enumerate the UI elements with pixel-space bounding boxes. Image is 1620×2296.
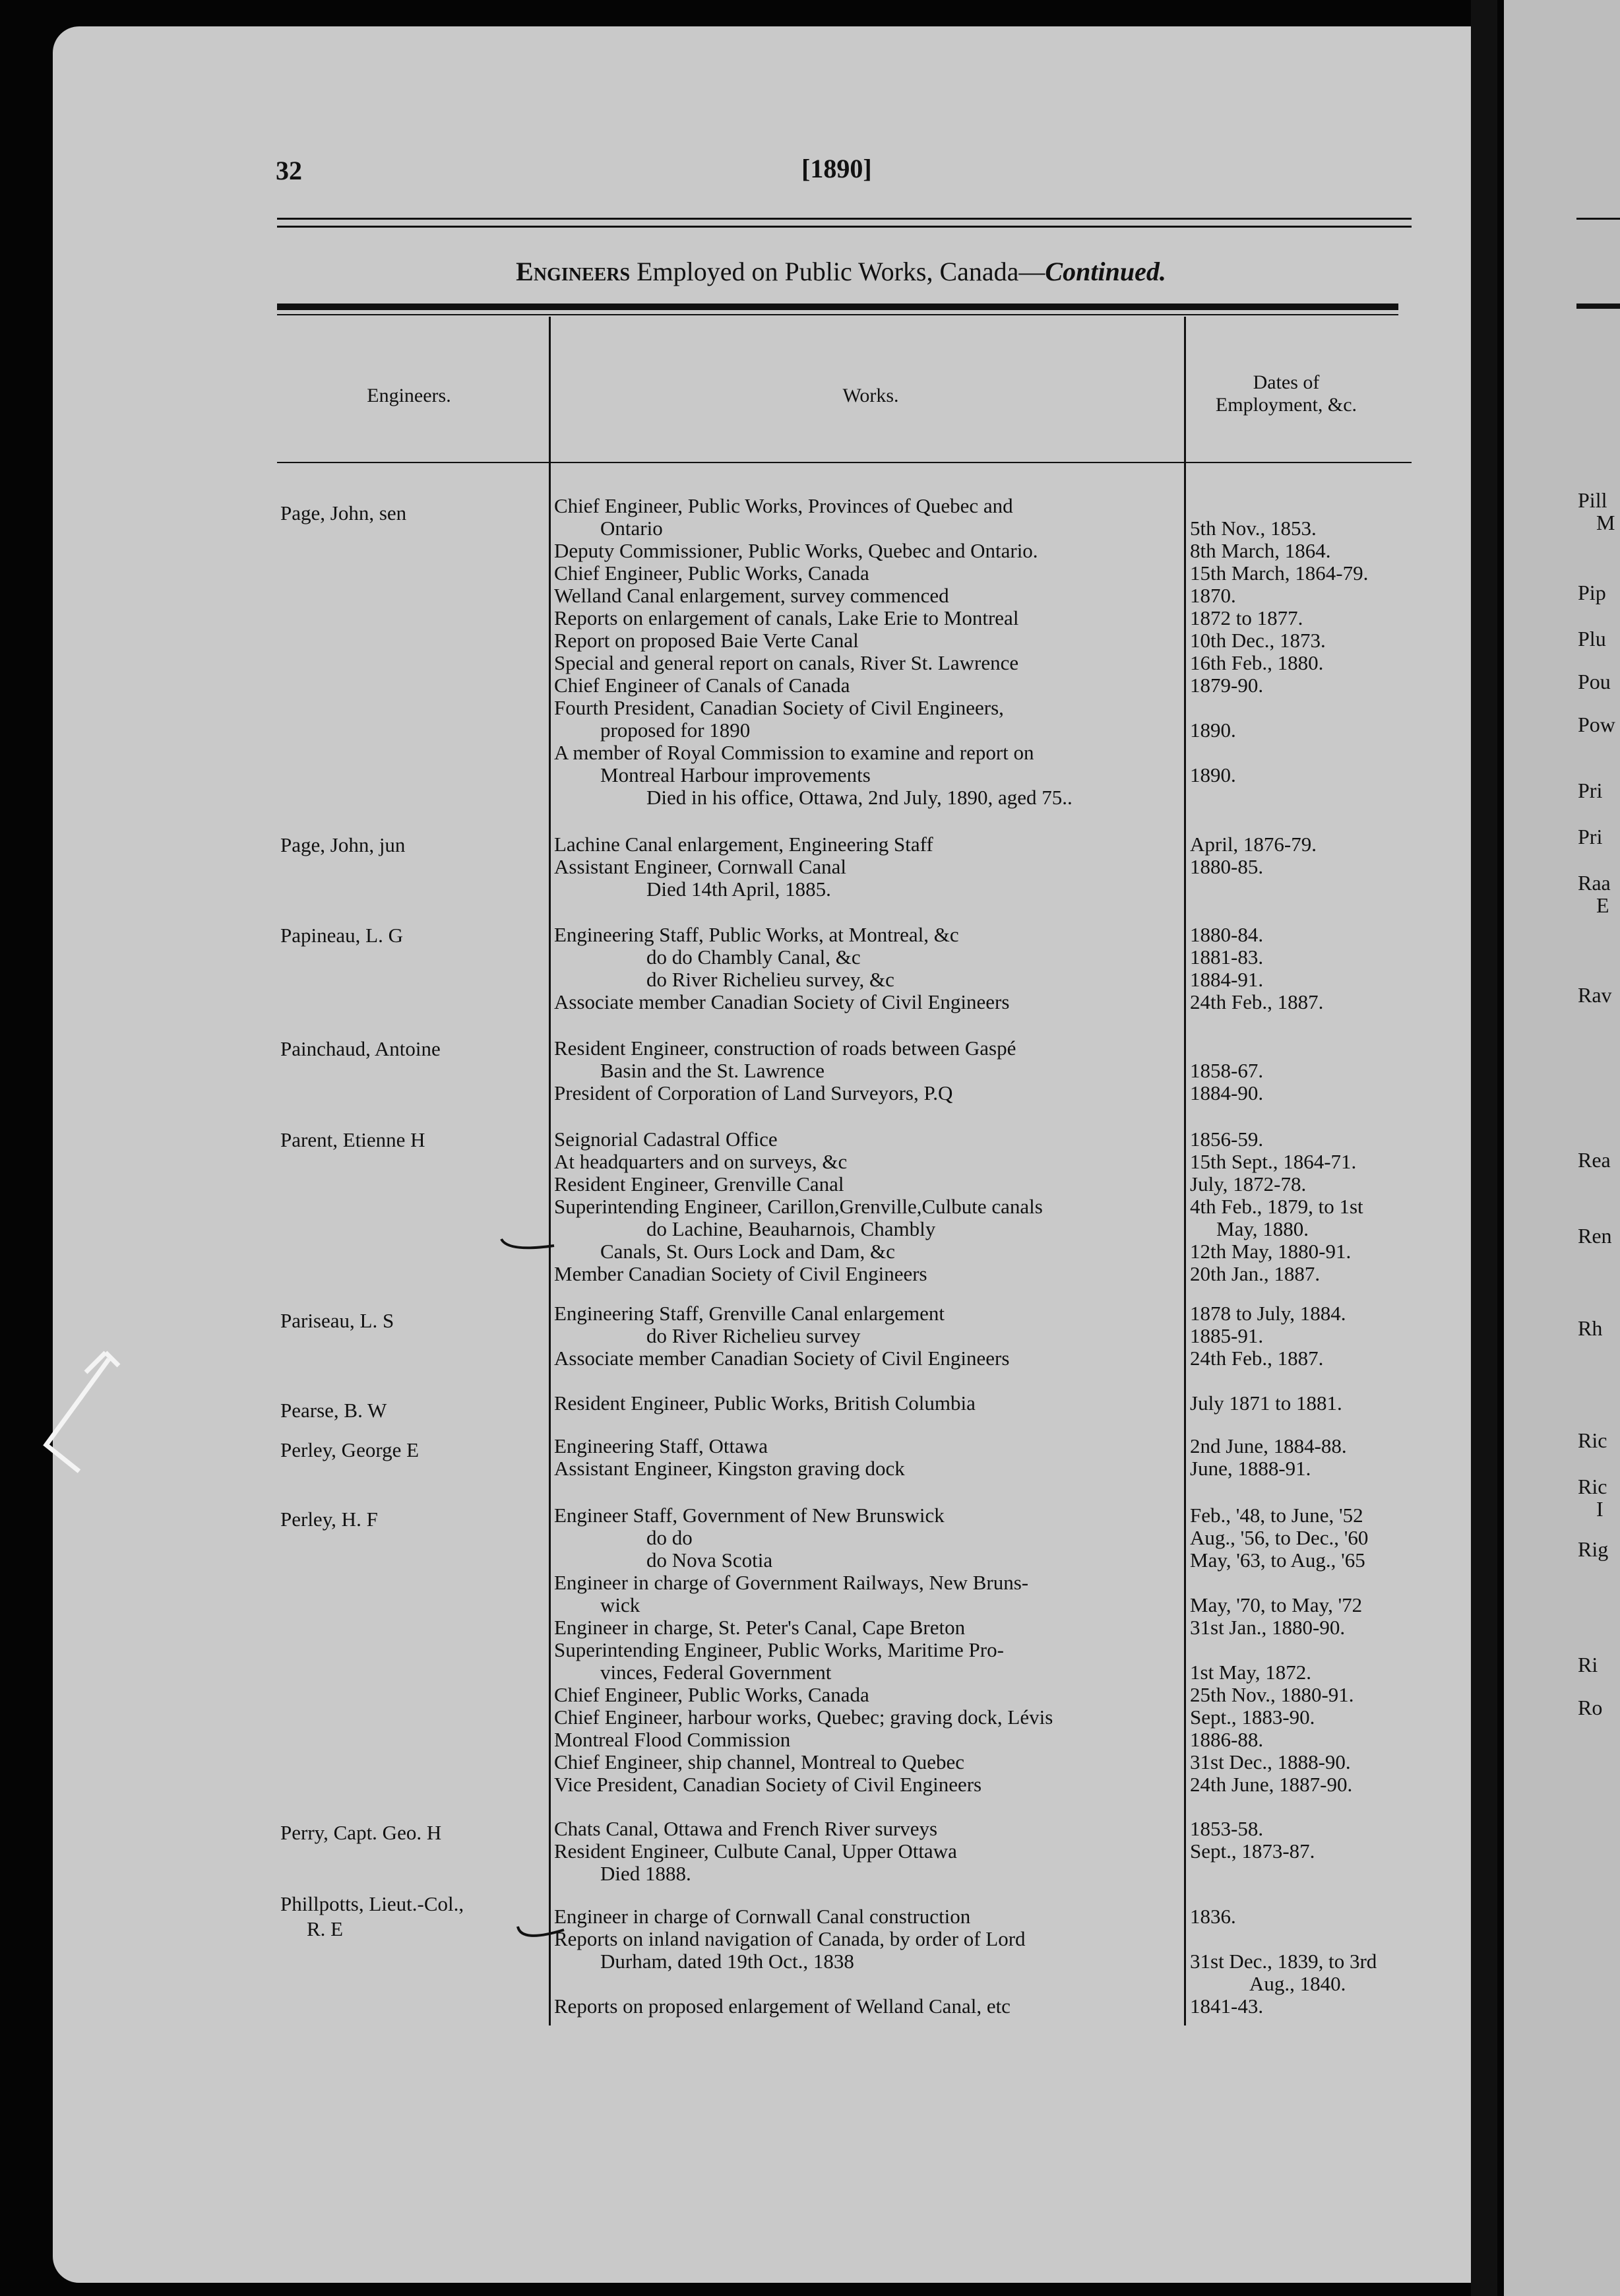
page-number: 32 [276, 156, 302, 185]
works-line: Chief Engineer, Public Works, Canada [554, 1684, 869, 1706]
page-year: [1890] [801, 154, 872, 183]
works-line: Vice President, Canadian Society of Civil Engineers [554, 1773, 982, 1796]
engineer-name: Papineau, L. G [280, 924, 403, 947]
works-line: Engineer in charge, St. Peter's Canal, Cape Breton [554, 1616, 966, 1639]
works-line: Died 14th April, 1885. [646, 878, 831, 901]
date-cell: 31st Dec., 1839, to 3rd [1190, 1950, 1377, 1973]
date-cell: 1880-84. [1190, 923, 1264, 946]
works-line: Lachine Canal enlargement, Engineering Staff [554, 833, 933, 856]
pencil-bracket-mark [40, 1339, 132, 1478]
works-line: Engineer Staff, Government of New Brunswick [554, 1504, 945, 1527]
works-line: do Lachine, Beauharnois, Chambly [646, 1218, 936, 1240]
next-page-text: Pri [1578, 779, 1603, 802]
works-line: Montreal Flood Commission [554, 1729, 791, 1751]
date-cell: 1870. [1190, 584, 1236, 607]
date-cell: July 1871 to 1881. [1190, 1391, 1342, 1415]
works-line: Died in his office, Ottawa, 2nd July, 1890, aged 75.. [646, 786, 1073, 809]
works-line: Resident Engineer, Culbute Canal, Upper Ottawa [554, 1840, 957, 1863]
column-head-works: Works. [842, 385, 899, 406]
date-cell: 16th Feb., 1880. [1190, 651, 1324, 674]
date-cell: 1879-90. [1190, 674, 1264, 697]
works-line: Chief Engineer, Public Works, Provinces of Quebec and [554, 495, 1013, 517]
date-cell: 4th Feb., 1879, to 1st [1190, 1195, 1363, 1218]
date-cell: 1858-67. [1190, 1059, 1264, 1082]
date-cell: 1856-59. [1190, 1128, 1264, 1151]
date-cell: April, 1876-79. [1190, 833, 1317, 856]
works-line: Montreal Harbour improvements [600, 764, 871, 786]
page-gutter [1471, 0, 1497, 2296]
date-cell: 24th Feb., 1887. [1190, 1347, 1324, 1370]
works-line: Seignorial Cadastral Office [554, 1128, 778, 1151]
next-page-rule [1576, 303, 1620, 309]
works-line: Report on proposed Baie Verte Canal [554, 629, 859, 652]
next-page-text: Rav [1578, 983, 1612, 1007]
date-cell: Aug., '56, to Dec., '60 [1190, 1526, 1369, 1549]
next-page-text: Rh [1578, 1316, 1603, 1340]
engineer-name: Pariseau, L. S [280, 1309, 394, 1332]
engineer-name: Pearse, B. W [280, 1399, 387, 1422]
works-line: Fourth President, Canadian Society of Civil Engineers, [554, 697, 1004, 719]
date-cell: 1872 to 1877. [1190, 606, 1303, 629]
works-line: Canals, St. Ours Lock and Dam, &c [600, 1240, 895, 1263]
works-line: Durham, dated 19th Oct., 1838 [600, 1950, 854, 1973]
date-cell: 31st Dec., 1888-90. [1190, 1750, 1351, 1773]
date-cell: 1st May, 1872. [1190, 1661, 1311, 1684]
works-line: Engineering Staff, Grenville Canal enlargement [554, 1302, 945, 1325]
works-line: Chief Engineer, Public Works, Canada [554, 562, 869, 585]
head-rule [277, 462, 1412, 463]
works-line: Deputy Commissioner, Public Works, Quebec and Ontario. [554, 540, 1038, 562]
works-line: Reports on proposed enlargement of Welland Canal, etc [554, 1995, 1011, 2018]
works-line: Engineer in charge of Government Railways, New Bruns- [554, 1572, 1029, 1594]
next-page-text: Ren [1578, 1224, 1612, 1248]
date-cell: 24th Feb., 1887. [1190, 990, 1324, 1013]
works-line: Ontario [600, 517, 663, 540]
date-cell: 12th May, 1880-91. [1190, 1240, 1352, 1263]
date-cell: 25th Nov., 1880-91. [1190, 1683, 1354, 1706]
date-cell: Aug., 1840. [1249, 1972, 1346, 1995]
date-cell: 1836. [1190, 1905, 1236, 1928]
engineer-name: Perley, George E [280, 1438, 420, 1461]
table-title [277, 256, 1405, 287]
date-cell: Feb., '48, to June, '52 [1190, 1504, 1363, 1527]
works-line: Resident Engineer, Grenville Canal [554, 1173, 844, 1196]
date-cell: 1890. [1190, 763, 1236, 786]
works-line: Reports on inland navigation of Canada, by order of Lord [554, 1928, 1026, 1950]
next-page-rule [1576, 218, 1620, 220]
works-line: Engineering Staff, Ottawa [554, 1435, 768, 1457]
next-page-text: Ro [1578, 1696, 1603, 1719]
next-page-text: Rig [1578, 1537, 1609, 1561]
works-line: At headquarters and on surveys, &c [554, 1151, 848, 1173]
works-line: wick [600, 1594, 640, 1616]
works-line: Basin and the St. Lawrence [600, 1060, 825, 1082]
pencil-check-mark [514, 1920, 567, 1946]
date-cell: July, 1872-78. [1190, 1172, 1307, 1196]
next-page-text: Ric [1578, 1475, 1607, 1498]
works-line: Resident Engineer, Public Works, British Columbia [554, 1392, 976, 1415]
date-cell: May, '63, to Aug., '65 [1190, 1548, 1365, 1572]
works-line: Associate member Canadian Society of Civil Engineers [554, 1347, 1010, 1370]
next-page-text: Plu [1578, 627, 1606, 651]
works-line: vinces, Federal Government [600, 1661, 832, 1684]
next-page-text: Pip [1578, 581, 1606, 604]
next-page-text: Rea [1578, 1148, 1611, 1172]
works-line: Reports on enlargement of canals, Lake Erie to Montreal [554, 607, 1019, 629]
works-line: Chief Engineer, ship channel, Montreal to Quebec [554, 1751, 964, 1773]
works-line: Chief Engineer, harbour works, Quebec; graving dock, Lévis [554, 1706, 1053, 1729]
date-cell: Sept., 1883-90. [1190, 1706, 1315, 1729]
title-main: Employed on Public Works, Canada— [630, 257, 1045, 286]
header-rule-bottom [277, 226, 1412, 228]
works-line: Assistant Engineer, Kingston graving dock [554, 1457, 905, 1480]
works-line: Chief Engineer of Canals of Canada [554, 674, 850, 697]
header-rule-top [277, 218, 1412, 220]
date-cell: 1886-88. [1190, 1728, 1264, 1751]
works-line: Engineering Staff, Public Works, at Montreal, &c [554, 924, 959, 946]
date-cell: 15th March, 1864-79. [1190, 561, 1369, 585]
date-cell: 24th June, 1887-90. [1190, 1773, 1353, 1796]
date-cell: May, '70, to May, '72 [1190, 1593, 1363, 1616]
works-line: Died 1888. [600, 1863, 691, 1885]
works-line: do do Chambly Canal, &c [646, 946, 861, 969]
works-line: Superintending Engineer, Carillon,Grenville,Culbute canals [554, 1196, 1043, 1218]
title-continued: Continued. [1045, 257, 1166, 286]
next-page-text: Ric [1578, 1428, 1607, 1452]
engineer-name: Parent, Etienne H [280, 1128, 425, 1151]
pencil-check-mark [498, 1226, 557, 1259]
works-line: do do [646, 1527, 693, 1549]
date-cell: May, 1880. [1216, 1217, 1309, 1240]
date-cell: June, 1888-91. [1190, 1457, 1311, 1480]
works-line: Welland Canal enlargement, survey commenced [554, 585, 949, 607]
works-line: proposed for 1890 [600, 719, 751, 742]
date-cell: 1884-90. [1190, 1081, 1264, 1104]
title-smallcaps: Engineers [516, 257, 631, 286]
engineer-name: Perry, Capt. Geo. H [280, 1821, 442, 1844]
works-line: Engineer in charge of Cornwall Canal construction [554, 1905, 971, 1928]
next-page-text: Pri [1578, 825, 1603, 848]
column-head-dates: Dates of Employment, &c. [1215, 371, 1357, 416]
date-cell: 1881-83. [1190, 945, 1264, 969]
date-cell: 1885-91. [1190, 1324, 1264, 1347]
works-line: Assistant Engineer, Cornwall Canal [554, 856, 847, 878]
column-head-engineers: Engineers. [367, 385, 451, 406]
engineer-name: Page, John, sen [280, 501, 407, 525]
next-page-text: M [1596, 511, 1615, 534]
next-page-text: I [1596, 1497, 1604, 1521]
date-cell: 1880-85. [1190, 855, 1264, 878]
column-divider-left [549, 317, 551, 2025]
next-page-text: Raa [1578, 871, 1611, 895]
date-cell: 1841-43. [1190, 1994, 1264, 2018]
works-line: Superintending Engineer, Public Works, Maritime Pro- [554, 1639, 1004, 1661]
date-cell: 2nd June, 1884-88. [1190, 1434, 1347, 1457]
engineer-name: Page, John, jun [280, 833, 406, 856]
next-page-text: Pou [1578, 670, 1611, 693]
title-thin-rule [277, 314, 1398, 315]
works-line: President of Corporation of Land Surveyors, P.Q [554, 1082, 953, 1104]
works-line: A member of Royal Commission to examine and report on [554, 742, 1034, 764]
works-line: do River Richelieu survey [646, 1325, 861, 1347]
engineer-name: Painchaud, Antoine [280, 1037, 441, 1060]
date-cell: 1853-58. [1190, 1817, 1264, 1840]
works-line: Associate member Canadian Society of Civil Engineers [554, 991, 1010, 1013]
date-cell: 31st Jan., 1880-90. [1190, 1616, 1346, 1639]
date-cell: 8th March, 1864. [1190, 539, 1331, 562]
next-page-text: Ri [1578, 1653, 1598, 1676]
next-page-text: E [1596, 893, 1609, 917]
date-cell: 1890. [1190, 718, 1236, 742]
date-cell: 1884-91. [1190, 968, 1264, 991]
works-line: Resident Engineer, construction of roads between Gaspé [554, 1037, 1016, 1060]
date-cell: 5th Nov., 1853. [1190, 517, 1317, 540]
next-page-text: Pow [1578, 713, 1615, 736]
engineer-name: Phillpotts, Lieut.-Col., [280, 1892, 464, 1915]
date-cell: 10th Dec., 1873. [1190, 629, 1326, 652]
engineer-name-continued: R. E [307, 1917, 344, 1940]
date-cell: 20th Jan., 1887. [1190, 1262, 1321, 1285]
next-page-text: Pill [1578, 488, 1607, 512]
date-cell: 15th Sept., 1864-71. [1190, 1150, 1357, 1173]
works-line: do River Richelieu survey, &c [646, 969, 894, 991]
works-line: do Nova Scotia [646, 1549, 773, 1572]
works-line: Member Canadian Society of Civil Engineers [554, 1263, 927, 1285]
date-cell: Sept., 1873-87. [1190, 1839, 1315, 1863]
date-cell: 1878 to July, 1884. [1190, 1302, 1346, 1325]
works-line: Chats Canal, Ottawa and French River surveys [554, 1818, 938, 1840]
column-divider-right [1184, 317, 1186, 2025]
title-thick-rule [277, 303, 1398, 310]
works-line: Special and general report on canals, River St. Lawrence [554, 652, 1019, 674]
engineer-name: Perley, H. F [280, 1508, 378, 1531]
